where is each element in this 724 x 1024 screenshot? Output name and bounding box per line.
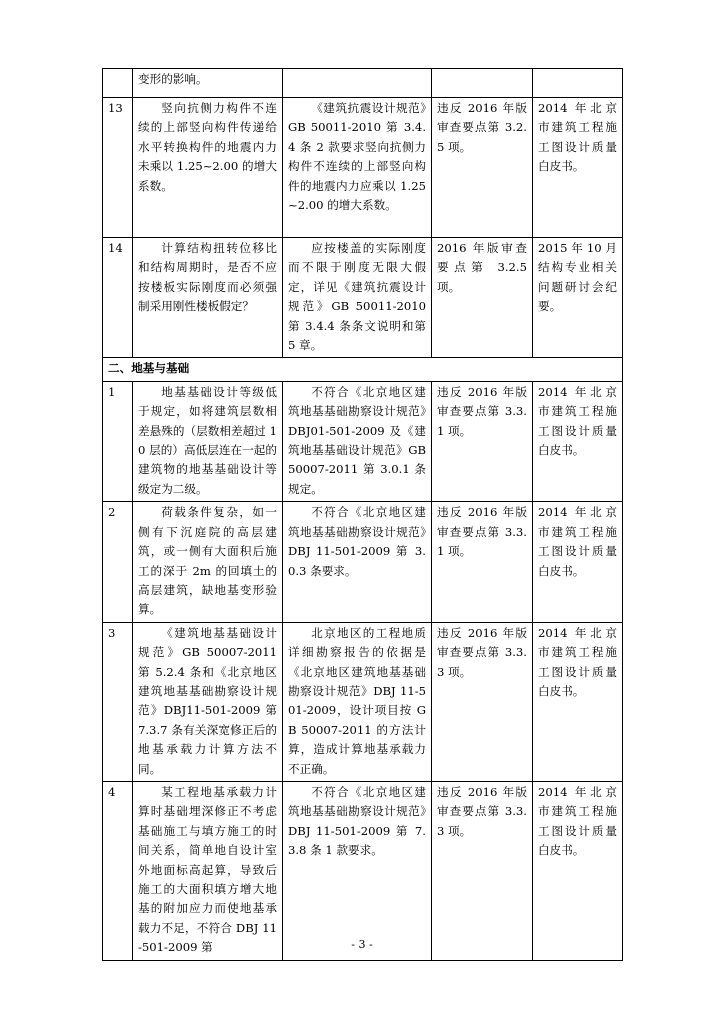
review-point-cell: 违反 2016 年版审查要点第 3.3.1 项。	[432, 502, 533, 622]
issue-cell: 荷载条件复杂，如一侧有下沉庭院的高层建筑，或一侧有大面积后施工的深于 2m 的回填土的高层建筑，缺地基变形验算。	[133, 502, 283, 622]
basis-cell: 《建筑抗震设计规范》GB 50011-2010 第 3.4.4 条 2 款要求竖向抗侧力构件不连续的上部竖向构件的地震内力应乘以 1.25~2.00 的增大系数。	[283, 98, 432, 238]
review-point-cell	[432, 69, 533, 98]
review-point-cell: 违反 2016 年版审查要点第 3.3.1 项。	[432, 381, 533, 501]
review-table	[102, 68, 623, 961]
source-cell: 2014 年北京市建筑工程施工图设计质量白皮书。	[533, 781, 623, 960]
source-cell: 2014 年北京市建筑工程施工图设计质量白皮书。	[533, 502, 623, 622]
issue-cell: 地基基础设计等级低于规定，如将建筑层数相差悬殊的（层数相差超过 10 层的）高低层连在一起的建筑物的地基基础设计等级定为二级。	[133, 381, 283, 501]
issue-cell: 《建筑地基基础设计规范》GB 50007-2011 第 5.2.4 条和《北京地区建筑地基基础勘察设计规范》DBJ11-501-2009 第 7.3.7 条有关深宽修正后的地基承载力计算方法不同。	[133, 622, 283, 781]
issue-cell: 计算结构扭转位移比和结构周期时，是否不应按楼板实际刚度而必须强制采用刚性楼板假定？	[133, 238, 283, 358]
section-heading-row	[103, 358, 623, 381]
source-cell	[533, 69, 623, 98]
review-point-cell: 2016 年版审查要点第 3.2.5 项。	[432, 238, 533, 358]
issue-cell: 某工程地基承载力计算时基础埋深修正不考虑基础施工与填方施工的时间关系，简单地自设计室外地面标高起算，导致后施工的大面积填方增大地基的附加应力而使地基承载力不足，不符合 DBJ 11-501-2009 第	[133, 781, 283, 960]
source-cell: 2015 年 10 月结构专业相关问题研讨会纪要。	[533, 238, 623, 358]
review-point-cell: 违反 2016 年版审查要点第 3.3.3 项。	[432, 622, 533, 781]
source-cell: 2014 年北京市建筑工程施工图设计质量白皮书。	[533, 381, 623, 501]
basis-cell: 应按楼盖的实际刚度而不限于刚度无限大假定，详见《建筑抗震设计规范》GB 50011-2010 第 3.4.4 条条文说明和第 5 章。	[283, 238, 432, 358]
basis-cell: 不符合《北京地区建筑地基基础勘察设计规范》DBJ 11-501-2009 第 3.0.3 条要求。	[283, 502, 432, 622]
review-point-cell: 违反 2016 年版审查要点第 3.3.3 项。	[432, 781, 533, 960]
table-row	[103, 622, 623, 781]
issue-cell: 竖向抗侧力构件不连续的上部竖向构件传递给水平转换构件的地震内力未乘以 1.25~2.00 的增大系数。	[133, 98, 283, 238]
table-row	[103, 502, 623, 622]
table-row	[103, 781, 623, 960]
basis-cell: 不符合《北京地区建筑地基基础勘察设计规范》DBJ01-501-2009 及《建筑地基基础设计规范》GB 50007-2011 第 3.0.1 条规定。	[283, 381, 432, 501]
row-number: 2	[103, 502, 133, 622]
source-cell: 2014 年北京市建筑工程施工图设计质量白皮书。	[533, 622, 623, 781]
row-number: 4	[103, 781, 133, 960]
row-number: 3	[103, 622, 133, 781]
row-number: 14	[103, 238, 133, 358]
row-number: 13	[103, 98, 133, 238]
table-row	[103, 98, 623, 238]
section-heading: 二、地基与基础	[103, 358, 623, 381]
source-cell: 2014 年北京市建筑工程施工图设计质量白皮书。	[533, 98, 623, 238]
page-number: - 3 -	[351, 938, 373, 951]
basis-cell: 北京地区的工程地质详细勘察报告的依据是《北京地区建筑地基基础勘察设计规范》DBJ 11-501-2009，设计项目按 GB 50007-2011 的方法计算，造成计算地基承载力不正确。	[283, 622, 432, 781]
review-point-cell: 违反 2016 年版审查要点第 3.2.5 项。	[432, 98, 533, 238]
row-number	[103, 69, 133, 98]
row-number: 1	[103, 381, 133, 501]
table-row	[103, 69, 623, 98]
basis-cell: 不符合《北京地区建筑地基基础勘察设计规范》DBJ 11-501-2009 第 7.3.8 条 1 款要求。	[283, 781, 432, 960]
issue-cell: 变形的影响。	[133, 69, 283, 98]
basis-cell	[283, 69, 432, 98]
table-row	[103, 238, 623, 358]
table-row	[103, 381, 623, 501]
